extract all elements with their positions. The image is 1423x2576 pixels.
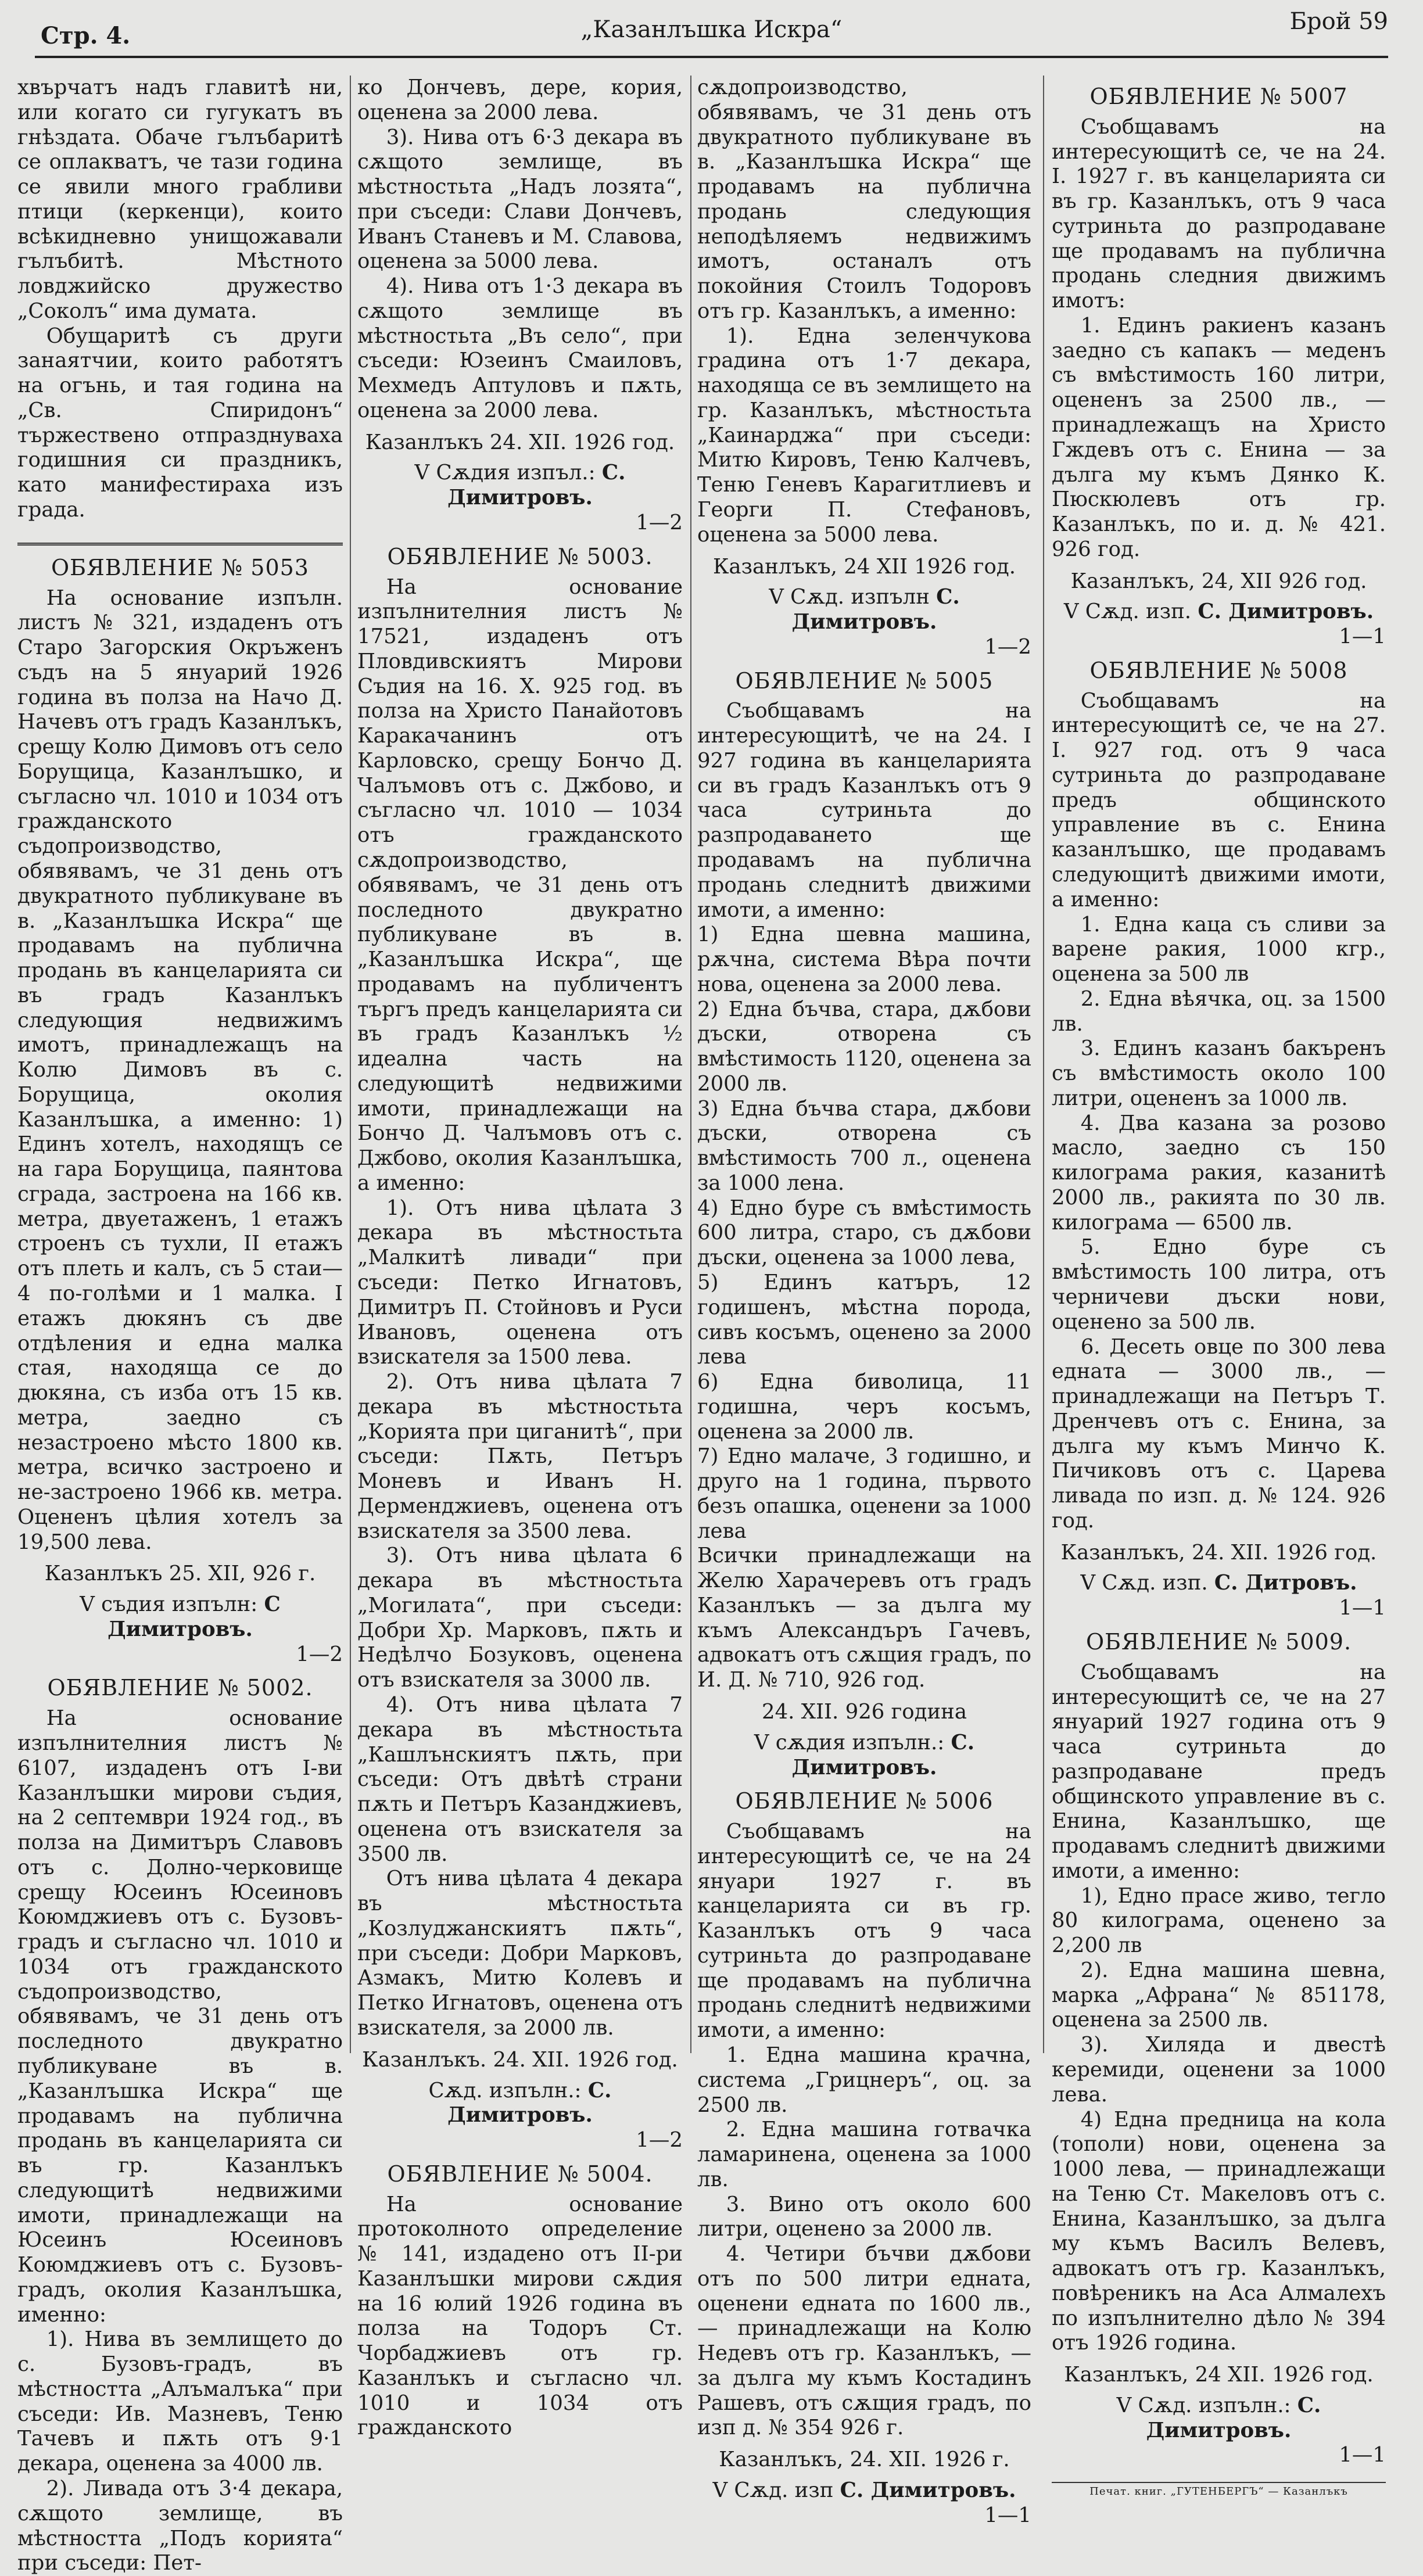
notice-item: 7) Едно малаче, 3 годишно, и друго на 1 година, първото безъ опашка, оценени за 1000 лева [697,1444,1031,1543]
notice-title: ОБЯВЛЕНИЕ № 5008 [1089,657,1348,683]
notice-signature [697,1731,1031,1781]
notice-signature [17,1592,343,1642]
notice-signature [1052,2394,1386,2444]
column-3 [697,76,1031,2527]
notice-item: 6. Десеть овце по 300 лева едната — 3000 лв., — принадлежащи на Петъръ Т. Дренчевъ отъ с. Енина, за дълга му къмъ Минчо К. Пичиковъ отъ с. Царева ливада по изп. д. № 124. 926 год. [1052,1334,1386,1533]
column-4 [1052,76,1386,2498]
notice-item: 1. Една машина крачна, система „Грицнеръ“, оц. за 2500 лв. [697,2043,1031,2117]
header-rule [35,56,1388,58]
notice-date: Казанлъкъ, 24 XII 1926 год. [712,554,1016,579]
notice-item: 3. Вино отъ около 600 литри, оценено за 2000 лв. [697,2192,1031,2241]
notice-date: 24. XII. 926 година [762,1700,967,1724]
publication-count: 1—1 [984,2503,1031,2527]
notice-text: На основание изпълнителния листъ № 6107, издаденъ отъ I-ви Казанлъшки мирови съдия, на 2 септември 1924 год., въ полза на Димитъръ Славовъ отъ с. Долно-черковище срещу Юсеинъ Юсеиновъ Коюмджиевъ отъ с. Бузовъ-градъ и съгласно чл. 1010 и 1034 отъ гражданското съдопроизводство, обявявамъ, че 31 день отъ последното двукратно публикуване въ в. „Казанлъшка Искра“ ще продавамъ на публична продань въ канцеларията си въ гр. Казанлъкъ следующитѣ недвижими имоти, принадлежащи на Юсеинъ Юсеиновъ Коюмджиевъ отъ с. Бузовъ-градъ, околия Казанлъшка, именно: [17,1706,343,2327]
notice-text: На основание изпълнителния листъ № 17521, издаденъ отъ Пловдивскиятъ Мирови Съдия на 16. Х. 925 год. въ полза на Христо Панайотовъ Каракачанинъ отъ Карловско, срещу Бончо Д. Чалъмовъ отъ с. Джбово, и съгласно чл. 1010 — 1034 отъ гражданското сѫдопроизводство, обявявамъ, че 31 день отъ последното двукратно публикуване въ в. „Казанлъшка Искра“, ще продавамъ на публичентъ търгъ предъ канцеларията си въ градъ Казанлъкъ ½ идеална часть на следующитѣ недвижими имоти, принадлежащи на Бончо Д. Чалъмовъ отъ с. Джбово, околия Казанлъшка, а именно: [357,575,683,1195]
signature-prefix: V Сѫд. изпълн [769,585,930,609]
column-1 [17,76,343,2575]
column-2 [357,76,683,2440]
notice-item: 3. Единъ казанъ бакъренъ съ вмѣстимость около 100 литри, оцененъ за 1000 лв. [1052,1036,1386,1110]
notice-text: Съобщавамъ на интересующитѣ се, че на 24 януари 1927 г. въ канцеларията си въ гр. Казанлъкъ отъ 9 часа сутриньта до разпродаване ще продавамъ на публична продань следнитѣ недвижими имоти, а именно: [697,1820,1031,2043]
notice-item: 1. Единъ ракиенъ казанъ заедно съ капакъ — меденъ съ вмѣстимость 160 литри, оцененъ за 2500 лв., — принадлежащъ на Христо Гждевъ отъ с. Енина — за дълга му къмъ Дянко К. Пюскюлевъ отъ гр. Казанлъкъ, по и. д. № 421. 926 год. [1052,313,1386,561]
notice-item: 2. Една вѣячка, оц. за 1500 лв. [1052,986,1386,1036]
notice-item: 2. Една машина готвачка ламаринена, оценена за 1000 лв. [697,2118,1031,2191]
page-header [35,6,1388,58]
signature-prefix: V сѫдия изпълн.: [754,1730,945,1755]
notice-title: ОБЯВЛЕНИЕ № 5007 [1089,84,1348,109]
publication-count: 1—1 [1339,625,1386,649]
notice-text: сѫдопроизводство, обявявамъ, че 31 день отъ двукратното публикуване въ в. „Казанлъшка Искра“ ще продавамъ на публична продань следующия неподѣляемъ недвижимъ имотъ, останалъ отъ покойния Стоилъ Тодоровъ отъ гр. Казанлъкъ, а именно: [697,76,1031,323]
printer-imprint: Печат. книг. „ГУТЕНБЕРГЪ“ — Казанлъкъ [1052,2482,1386,2498]
column-divider [690,76,691,2053]
notice-signature [697,585,1031,635]
notice-text: Съобщавамъ на интересующитѣ, че на 24. I 927 година въ канцеларията си въ градъ Казанлъкъ отъ 9 часа сутриньта до разпродаването ще продавамъ на публична продань следнитѣ движими имоти, а именно: [697,699,1031,922]
notice-item: 4). Отъ нива цѣлата 7 декара въ мѣстностьта „Кашлънскиятъ пѫть, при съседи: Отъ двѣтѣ страни пѫть и Петъръ Казанджиевъ, оценена отъ взискателя за 3500 лв. [357,1693,683,1866]
notice-signature [1052,600,1386,625]
notice-item: 4). Нива отъ 1·3 декара въ сѫщото землище въ мѣстностьта „Въ село“, при съседи: Юзеинъ Смаиловъ, Мехмедъ Аптуловъ и пѫть, оценена за 2000 лева. [357,274,683,422]
notice-date: Казанлъкъ, 24 XII. 1926 год. [1064,2363,1374,2387]
notice-item: 6) Една биволица, 11 годишна, черъ косъмъ, оценена за 2000 лв. [697,1370,1031,1444]
signature-name: С. Димитровъ. [447,461,626,510]
signature-prefix: V Сѫд. изпълн.: [1116,2393,1291,2417]
notice-item: 2). Ливада отъ 3·4 декара, сѫщото землище, въ мѣстността „Подъ корията“ при съседи: Пет- [17,2477,343,2575]
notice-item: 1). Отъ нива цѣлата 3 декара въ мѣстностьта „Малкитѣ ливади“ при съседи: Петко Игнатовъ, Димитръ П. Стойновъ и Руси Ивановъ, оценена отъ взискателя за 1500 лева. [357,1196,683,1369]
signature-name: С Димитровъ. [107,1592,281,1641]
signature-name: С. Димитровъ. [791,585,960,634]
notice-item: 1). Нива въ землището до с. Бузовъ-градъ, въ мѣстността „Алъмалъка“ при съседи: Ив. Мазневъ, Теню Тачевъ и пѫть отъ 9·1 декара, оценена за 4000 лв. [17,2327,343,2476]
notice-signature [357,2079,683,2129]
signature-name: С. Димитровъ. [447,2078,612,2127]
publication-count: 1—2 [636,2128,683,2152]
notice-signature [697,2478,1031,2503]
notice-signature [1052,1571,1386,1596]
signature-name: С. Дитровъ. [1214,1571,1357,1595]
notice-date: Казанлъкъ 24. XII. 1926 год. [365,430,675,454]
notice-date: Казанлъкъ, 24. XII. 1926 год. [1060,1540,1377,1565]
notice-text: Всички принадлежащи на Желю Харачеревъ отъ градъ Казанлъкъ — за дълга му къмъ Александъръ Гачевъ, адвокатъ отъ сѫщия градъ, по И. Д. № 710, 926 год. [697,1544,1031,1692]
column-divider [1043,76,1044,2053]
notice-date: Казанлъкъ, 24. XII. 1926 г. [719,2448,1010,2472]
signature-prefix: V Сѫдия изпъл.: [414,461,596,485]
signature-prefix: V съдия изпълн: [80,1592,258,1617]
notice-item: 2). Отъ нива цѣлата 7 декара въ мѣстностьта „Корията при циганитѣ“, при съседи: Пѫть, Петъръ Моневъ и Иванъ Н. Дерменджиевъ, оценена отъ взискателя за 3500 лева. [357,1370,683,1543]
notice-text: На основание протоколното определение № 141, издадено отъ II-ри Казанлъшки мирови сѫдия на 16 юлий 1926 година въ полза на Тодоръ Ст. Чорбаджиевъ отъ гр. Казанлъкъ и съгласно чл. 1010 и 1034 отъ гражданското [357,2192,683,2440]
publication-count: 1—2 [636,511,683,535]
notice-item: 4) Едно буре съ вмѣстимость 600 литра, старо, съ дѫбови дъски, оценена за 1000 лева, [697,1196,1031,1270]
signature-prefix: V Сѫд. изп [712,2478,834,2502]
notice-title: ОБЯВЛЕНИЕ № 5004. [387,2161,653,2187]
notice-item: 3). Хиляда и двестѣ керемиди, оценени за 1000 лева. [1052,2033,1386,2107]
notice-item: 2). Една машина шевна, марка „Афрана“ № 851178, оценена за 2500 лв. [1052,1958,1386,2032]
publication-count: 1—1 [1339,2443,1386,2467]
signature-name: С. Димитровъ. [1198,600,1374,624]
signature-prefix: V Сѫд. изп. [1080,1571,1208,1595]
notice-title: ОБЯВЛЕНИЕ № 5003. [387,543,653,569]
notice-item: 2) Една бъчва, стара, дѫбови дъски, отворена съ вмѣстимость 1120, оценена за 2000 лв. [697,997,1031,1096]
notice-item: Отъ нива цѣлата 4 декара въ мѣстностьта „Козлуджанскиятъ пѫть“, при съседи: Добри Марковъ, Азмакъ, Митю Колевъ и Петко Игнатовъ, оценена отъ взискателя, за 2000 лв. [357,1867,683,2040]
signature-name: С. Димитровъ. [840,2478,1016,2502]
notice-item: 1). Една зеленчукова градина отъ 1·7 декара, находяща се въ землището на гр. Казанлъкъ, мѣстностьта „Каинарджа“ при съседи: Митю Кировъ, Теню Калчевъ, Теню Геневъ Карагитлиевъ и Георги П. Стефановъ, оценена за 5000 лева. [697,324,1031,547]
notice-item: 5. Едно буре съ вмѣстимость 100 литра, отъ черничеви дъски нови, оценено за 500 лв. [1052,1235,1386,1334]
notice-date: Казанлъкъ. 24. XII. 1926 год. [362,2047,678,2072]
signature-name: С. Димитровъ. [1146,2393,1321,2442]
notice-title: ОБЯВЛЕНИЕ № 5053 [51,554,309,580]
notice-date: Казанлъкъ 25. XII, 926 г. [44,1562,316,1586]
notice-text: На основание изпълн. листъ № 321, издаденъ отъ Старо Загорския Окръженъ съдъ на 5 януарий 1926 година въ полза на Начо Д. Начевъ отъ градъ Казанлъкъ, срещу Колю Димовъ отъ село Борущица, Казанлъшко, и съгласно чл. 1010 и 1034 отъ гражданското съдопроизводство, обявявамъ, че 31 день отъ двукратното публикуване въ в. „Казанлъшка Искра“ ще продавамъ на публична продань въ канцеларията си въ градъ Казанлъкъ следующия недвижимъ имотъ, принадлежащъ на Колю Димовъ въ с. Борущица, околия Казанлъшка, а именно: 1) Единъ хотелъ, находящъ се на гара Борущица, паянтова сграда, застроена на 166 кв. метра, двуетаженъ, 1 етажъ строенъ съ тухли, II етажъ отъ плеть и калъ, съ 5 стаи—4 по-голѣми и 1 малка. I етажъ дюкянъ съ две отдѣления и една малка стая, находяща се до дюкяна, съ изба отъ 15 кв. метра, заедно съ незастроено мѣсто 1800 кв. метра, всичко застроено и не-застроено 1966 кв. метра. Оцененъ цѣлия хотелъ за 19,500 лева. [17,586,343,1554]
section-rule [17,543,343,546]
notice-title: ОБЯВЛЕНИЕ № 5005 [735,668,994,694]
article-text: хвърчатъ надъ главитѣ ни, или когато си гугукатъ въ гнѣздата. Обаче гълъбаритѣ се оплакватъ, че тази година се явили много грабливи птици (керкенци), които всѣкидневно унищожавали гълъбитѣ. Мѣстното ловджийско дружество „Соколъ“ има думата. [17,76,343,323]
masthead: „Казанлъшка Искра“ [580,16,843,43]
signature-prefix: V Сѫд. изп. [1063,600,1192,624]
notice-text: ко Дончевъ, дере, кория, оценена за 2000 лева. [357,76,683,124]
notice-title: ОБЯВЛЕНИЕ № 5002. [47,1675,313,1701]
notice-text: Съобщавамъ на интересующитѣ се, че на 27. I. 927 год. отъ 9 часа сутриньта до разпродаване предъ общинското управление въ с. Енина казанлъшко, ще продавамъ следующитѣ движими имоти, а именно: [1052,688,1386,912]
notice-item: 1. Една каца съ сливи за варене ракия, 1000 кгр., оценена за 500 лв [1052,912,1386,986]
publication-count: 1—2 [296,1642,343,1666]
notice-signature [357,461,683,511]
issue-number: Брой 59 [1289,8,1388,35]
signature-prefix: Сѫд. изпълн.: [428,2078,582,2103]
notice-text: Съобщавамъ на интересующитѣ се, че на 24. I. 1927 г. въ канцеларията си въ гр. Казанлъкъ, отъ 9 часа сутриньта до разпродаване ще продавамъ на публична продань следния движимъ имотъ: [1052,114,1386,313]
column-divider [350,76,351,2053]
notice-item: 3). Отъ нива цѣлата 6 декара въ мѣстностьта „Могилата“, при съседи: Добри Хр. Марковъ, пѫть и Недѣлчо Бозуковъ, оценена отъ взискателя за 3000 лв. [357,1544,683,1692]
notice-title: ОБЯВЛЕНИЕ № 5009. [1085,1628,1352,1655]
notice-title: ОБЯВЛЕНИЕ № 5006 [735,1788,994,1814]
page-number: Стр. 4. [41,22,131,49]
publication-count: 1—1 [1339,1596,1386,1620]
notice-item: 4) Една предница на кола (тополи) нови, оценена за 1000 лева, — принадлежащи на Теню Ст. Макеловъ отъ с. Енина, Казанлъшко, за дълга му къмъ Василъ Велевъ, адвокатъ отъ гр. Казанлъкъ, повѣреникъ на Аса Алмалехъ по изпълнително дѣло № 394 отъ 1926 година. [1052,2107,1386,2355]
notice-item: 1) Една шевна машина, рѫчна, система Вѣра почти нова, оценена за 2000 лева. [697,923,1031,996]
notice-item: 5) Единъ катъръ, 12 годишенъ, мѣстна порода, сивъ косъмъ, оценено за 2000 лева [697,1271,1031,1369]
publication-count: 1—2 [984,634,1031,659]
notice-item: 4. Два казана за розово масло, заедно съ 150 килограма ракия, казанитѣ 2000 лв., ракията по 30 лв. килограма — 6500 лв. [1052,1111,1386,1235]
notice-item: 3). Нива отъ 6·3 декара въ сѫщото землище, въ мѣстностьта „Надъ лозята“, при съседи: Слави Дончевъ, Иванъ Станевъ и М. Славова, оценена за 5000 лева. [357,125,683,274]
signature-name: С. Димитровъ. [791,1730,975,1779]
notice-item: 3) Една бъчва стара, дѫбови дъски, отворена съ вмѣстимость 700 л., оценена за 1000 лена. [697,1096,1031,1195]
article-text: Обущаритѣ съ други занаятчии, които работятъ на огънь, и тая година на „Св. Спиридонъ“ тържествено отпразднуваха годишния си праздникъ, като манифестираха изъ града. [17,324,343,522]
notice-item: 4. Четири бъчви дѫбови отъ по 500 литри едната, оценени едната по 1600 лв., — принадлежащи на Колю Недевъ отъ гр. Казанлъкъ, — за дълга му къмъ Костадинъ Рашевъ, отъ сѫщия градъ, по изп д. № 354 926 г. [697,2242,1031,2440]
notice-text: Съобщавамъ на интересующитѣ се, че на 27 януарий 1927 година отъ 9 часа сутриньта до разпродаване предъ общинското управление въ с. Енина, Казанлъшко, ще продавамъ следнитѣ движими имоти, а именно: [1052,1660,1386,1883]
notice-item: 1), Едно прасе живо, тегло 80 килограма, оценено за 2,200 лв [1052,1883,1386,1958]
notice-date: Казанлъкъ, 24, XII 926 год. [1070,569,1367,593]
